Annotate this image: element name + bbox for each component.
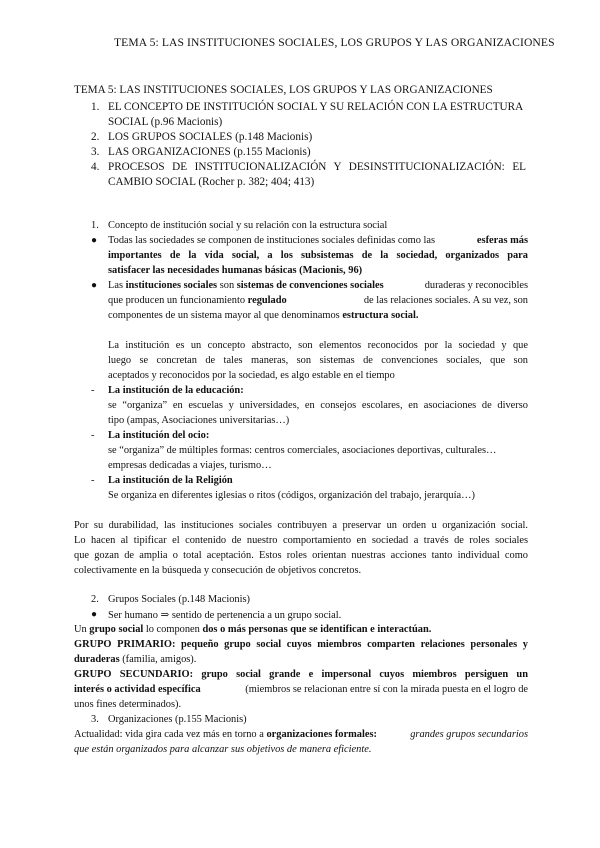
paragraph-line [108,295,528,306]
section-heading: Grupos Sociales (p.148 Macionis) [108,594,250,605]
institution-title [108,385,244,396]
bold-text: La institución de la Religión [108,475,233,486]
toc-item-number: 1. [91,101,100,113]
toc-item-line: CAMBIO SOCIAL (Rocher p. 382; 404; 413) [108,176,315,188]
bold-text: dos o más personas que se identifican e interactúan. [202,624,432,635]
text-span: Un [74,624,90,635]
paragraph-line [108,265,362,276]
section-heading: Organizaciones (p.155 Macionis) [108,714,247,725]
paragraph-line [108,280,528,291]
bold-text: satisfacer las necesidades humanas básicas (Macionis, 96) [108,265,363,276]
dash-marker: - [91,475,95,486]
bold-text: GRUPO SECUNDARIO: grupo social grande e impersonal cuyos miembros persiguen un [74,669,528,680]
section-number: 3. [91,714,99,725]
paragraph-line [74,684,528,695]
toc-title: TEMA 5: LAS INSTITUCIONES SOCIALES, LOS GRUPOS Y LAS ORGANIZACIONES [74,84,493,96]
bold-text: sistemas de convenciones sociales [236,280,384,291]
text-span [74,729,377,740]
text-span: lo componen [143,624,203,635]
paragraph-line: colectivamente en la búsqueda y consecución de objetivos concretos. [74,565,362,576]
toc-item-number: 4. [91,161,100,173]
paragraph-line [108,235,528,246]
paragraph-line [74,669,528,680]
text-span: (familia, amigos). [119,654,197,665]
bold-text: esferas más [476,235,528,246]
paragraph-line: luego se concretan de tales maneras, son sistemas de convenciones sociales, que son [108,355,528,366]
paragraph-line [108,250,528,261]
text-span: que producen un funcionamiento [108,295,248,306]
toc-item-number: 2. [91,131,100,143]
institution-title [108,430,209,441]
bullet-dot-icon: ● [91,280,98,291]
paragraph-line: se “organiza” de múltiples formas: centros comerciales, asociaciones deportivas, culturales… [108,445,497,456]
paragraph-line [74,639,528,650]
paragraph-line: se “organiza” en escuelas y universidades, en consejos escolares, en asociaciones de diverso [108,400,528,411]
text-span: (miembros se relacionan entre sí con la mirada puesta en el logro de [245,684,528,695]
bold-text: regulado [247,295,287,306]
paragraph-line [74,744,371,755]
text-span [108,280,384,291]
paragraph-line [74,729,528,740]
toc-item-line: SOCIAL (p.96 Macionis) [108,116,223,128]
toc-item-line: EL CONCEPTO DE INSTITUCIÓN SOCIAL Y SU RELACIÓN CON LA ESTRUCTURA [108,101,524,113]
text-span: de las relaciones sociales. A su vez, son [363,295,528,306]
paragraph-line: tipo (ampas, Asociaciones universitarias…) [108,415,290,426]
section-number: 1. [91,220,99,231]
dash-marker: - [91,430,95,441]
bold-text: organizaciones formales: [266,729,377,740]
bold-text: La institución de la educación: [108,385,244,396]
paragraph-line: La institución es un concepto abstracto, son elementos reconocidos por la sociedad y que [108,340,528,351]
paragraph-line [74,654,196,665]
bold-text: duraderas [74,654,120,665]
toc-item-number: 3. [91,146,100,158]
italic-text: grandes grupos secundarios [410,729,528,740]
text-span: Actualidad: vida gira cada vez más en torno a [74,729,267,740]
bullet-dot-icon: ● [91,609,98,620]
bold-text: GRUPO PRIMARIO: pequeño grupo social cuyos miembros comparten relaciones personales y [74,639,528,650]
toc-item-line: PROCESOS DE INSTITUCIONALIZACIÓN Y DESINSTITUCIONALIZACIÓN: EL [108,161,526,173]
running-header: TEMA 5: LAS INSTITUCIONES SOCIALES, LOS GRUPOS Y LAS ORGANIZACIONES [114,36,555,49]
paragraph-line [108,310,419,321]
bold-text: estructura social. [342,310,419,321]
bold-text: interés o actividad específica [74,684,201,695]
text-span: son [217,280,237,291]
paragraph-line: Por su durabilidad, las instituciones sociales contribuyen a preservar un orden u organización social. [74,520,528,531]
text-span: Todas las sociedades se componen de instituciones sociales definidas como las [108,235,436,246]
italic-text: que están organizados para alcanzar sus objetivos de manera eficiente. [74,744,372,755]
dash-marker: - [91,385,95,396]
institution-title [108,475,233,486]
section-number: 2. [91,594,99,605]
bullet-dot-icon: ● [91,235,98,246]
section-heading: Concepto de institución social y su relación con la estructura social [108,220,388,231]
paragraph-line: Se organiza en diferentes iglesias o ritos (códigos, organización del trabajo, jerarquía…) [108,490,475,501]
text-span [108,295,287,306]
bold-text: La institución del ocio: [108,430,210,441]
paragraph-line: que gozan de amplia o total aceptación. Estos roles orientan nuestras acciones tanto individual como [74,550,528,561]
text-span: duraderas y reconocibles [424,280,528,291]
bold-text: importantes de la vida social, a los subsistemas de la sociedad, organizados para [108,250,528,261]
paragraph-line: unos fines determinados). [74,699,182,710]
toc-item-line: LAS ORGANIZACIONES (p.155 Macionis) [108,146,311,158]
bold-text: grupo social [89,624,144,635]
paragraph-line: aceptados y reconocidos por la sociedad, es algo estable en el tiempo [108,370,395,381]
bold-text: instituciones sociales [125,280,218,291]
paragraph-line: empresas dedicadas a viajes, turismo… [108,460,272,471]
paragraph-line [74,624,431,635]
text-span: componentes de un sistema mayor al que denominamos [108,310,343,321]
toc-item-line: LOS GRUPOS SOCIALES (p.148 Macionis) [108,131,313,143]
text-span: Las [108,280,126,291]
paragraph-line: Lo hacen al tipificar el contenido de nuestro comportamiento en sociedad a través de roles sociales [74,535,528,546]
paragraph-line: Ser humano ⇒ sentido de pertenencia a un grupo social. [108,610,342,621]
